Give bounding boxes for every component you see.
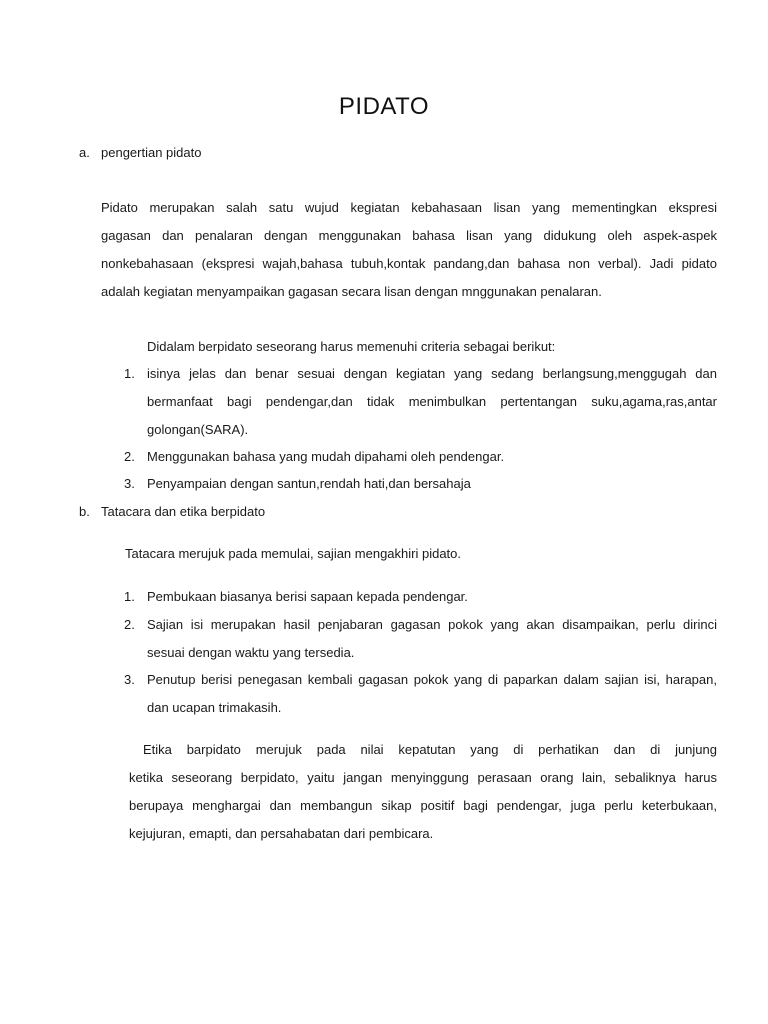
paragraph-line: Etika barpidato merujuk pada nilai kepatutan yang di perhatikan dan di junjung [143, 742, 717, 757]
paragraph-line: kejujuran, emapti, dan persahabatan dari pembicara. [129, 826, 434, 841]
definition-paragraph [101, 194, 717, 306]
paragraph-line: berupaya menghargai dan membangun sikap positif bagi pendengar, juga perlu keterbukaan, [129, 798, 717, 813]
paragraph-line: adalah kegiatan menyampaikan gagasan secara lisan dengan mnggunakan penalaran. [101, 284, 602, 299]
list-number: 3. [124, 476, 135, 491]
list-line: bermanfaat bagi pendengar,dan tidak menimbulkan pertentangan suku,agama,ras,antar [147, 394, 717, 409]
tatacara-intro: Tatacara merujuk pada memulai, sajian mengakhiri pidato. [125, 546, 462, 561]
section-a-marker: a. [79, 145, 90, 160]
list-line: Pembukaan biasanya berisi sapaan kepada pendengar. [147, 589, 468, 604]
list-line: golongan(SARA). [147, 422, 249, 437]
section-b-heading: Tatacara dan etika berpidato [101, 504, 266, 519]
list-line: Menggunakan bahasa yang mudah dipahami oleh pendengar. [147, 449, 505, 464]
list-number: 2. [124, 617, 135, 632]
list-line: isinya jelas dan benar sesuai dengan kegiatan yang sedang berlangsung,menggugah dan [147, 366, 717, 381]
list-number: 1. [124, 366, 135, 381]
paragraph-line: gagasan dan penalaran dengan menggunakan bahasa lisan yang didukung oleh aspek-aspek [101, 228, 717, 243]
paragraph-line: nonkebahasaan (ekspresi wajah,bahasa tubuh,kontak pandang,dan bahasa non verbal). Jadi pidato [101, 256, 717, 271]
paragraph-line: ketika seseorang berpidato, yaitu jangan menyinggung perasaan orang lain, sebaliknya harus [129, 770, 717, 785]
section-a-heading: pengertian pidato [101, 145, 202, 160]
list-line: Sajian isi merupakan hasil penjabaran gagasan pokok yang akan disampaikan, perlu dirinci [147, 617, 717, 632]
list-number: 2. [124, 449, 135, 464]
list-line: sesuai dengan waktu yang tersedia. [147, 645, 355, 660]
list-number: 1. [124, 589, 135, 604]
section-b-marker: b. [79, 504, 90, 519]
page-title: PIDATO [338, 93, 430, 120]
list-line: Penutup berisi penegasan kembali gagasan pokok yang di paparkan dalam sajian isi, harapan, [147, 672, 717, 687]
criteria-intro: Didalam berpidato seseorang harus memenuhi criteria sebagai berikut: [147, 339, 556, 354]
list-line: dan ucapan trimakasih. [147, 700, 282, 715]
list-number: 3. [124, 672, 135, 687]
list-line: Penyampaian dengan santun,rendah hati,dan bersahaja [147, 476, 471, 491]
paragraph-line: Pidato merupakan salah satu wujud kegiatan kebahasaan lisan yang mementingkan ekspresi [101, 200, 717, 215]
ethics-paragraph [129, 736, 717, 848]
